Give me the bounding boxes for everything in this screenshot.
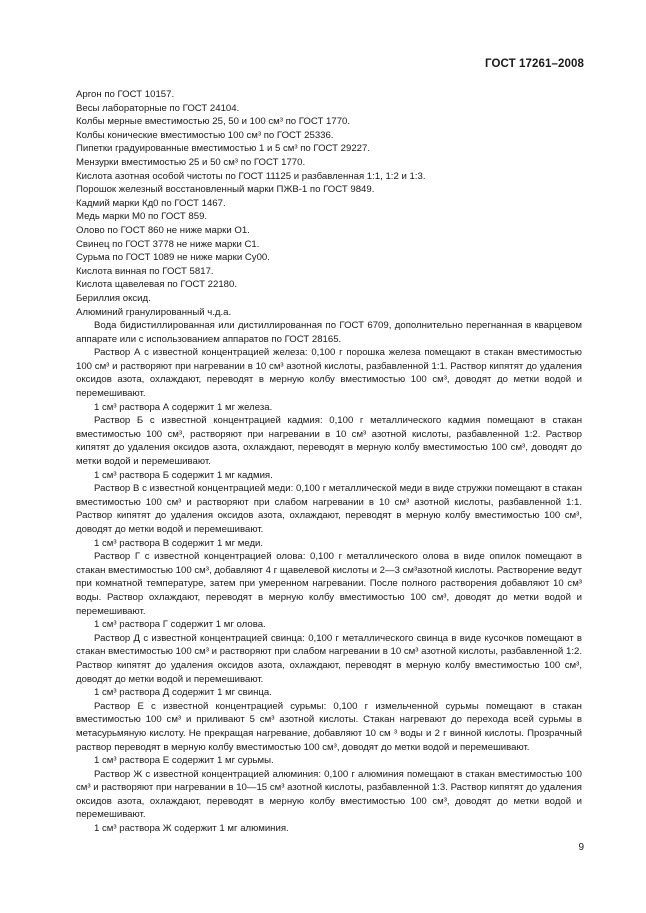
list-item: Олово по ГОСТ 860 не ниже марки О1. <box>76 224 250 236</box>
note-solution-g: 1 см³ раствора Г содержит 1 мг олова. <box>94 619 266 631</box>
list-item: Мензурки вместимостью 25 и 50 см³ по ГОСТ 1770. <box>76 156 306 168</box>
note-solution-v: 1 см³ раствора В содержит 1 мг меди. <box>94 537 264 549</box>
list-item: Пипетки градуированные вместимостью 1 и 5 см³ по ГОСТ 29227. <box>76 143 371 155</box>
list-item: Весы лабораторные по ГОСТ 24104. <box>76 102 240 114</box>
paragraph-water: Вода бидистиллированная или дистиллированная по ГОСТ 6709, дополнительно перегнанная в кварцевом аппарате или с использованием аппаратов по ГОСТ 28165. <box>76 320 582 345</box>
list-item: Колбы мерные вместимостью 25, 50 и 100 см³ по ГОСТ 1770. <box>76 116 351 128</box>
list-item: Свинец по ГОСТ 3778 не ниже марки С1. <box>76 238 260 250</box>
list-item: Алюминий гранулированный ч.д.а. <box>76 306 232 318</box>
procedure-text <box>76 319 582 836</box>
list-item: Колбы конические вместимостью 100 см³ по ГОСТ 25336. <box>76 129 334 141</box>
paragraph-solution-zh: Раствор Ж с известной концентрацией алюминия: 0,100 г алюминия помещают в стакан вместимостью 100 см³ и растворяют при нагревании в 10—15 см³ азотной кислоты, разбавленной 1:3. Раствор кипятят до удаления оксидов азота, охлаждают, переводят в мерную колбу вместимостью 100 см³, доводят до метки водой и перемешивают. <box>76 768 582 821</box>
equipment-list <box>76 88 582 319</box>
paragraph-solution-a: Раствор А с известной концентрацией железа: 0,100 г порошка железа помещают в стакан вместимостью 100 см³ и растворяют при нагревании в 10 см³ азотной кислоты, разбавленной 1:1. Раствор кипятят до удаления оксидов азота, охлаждают, переводят в мерную колбу вместимостью 100 см³, доводят до метки водой и перемешивают. <box>76 347 582 400</box>
note-solution-a: 1 см³ раствора А содержит 1 мг железа. <box>94 401 273 413</box>
list-item: Кадмий марки Кд0 по ГОСТ 1467. <box>76 197 226 209</box>
list-item: Кислота щавелевая по ГОСТ 22180. <box>76 279 238 291</box>
note-solution-zh: 1 см³ раствора Ж содержит 1 мг алюминия. <box>94 823 289 835</box>
note-solution-b: 1 см³ раствора Б содержит 1 мг кадмия. <box>94 469 273 481</box>
paragraph-solution-b: Раствор Б с известной концентрацией кадмия: 0,100 г металлического кадмия помещают в стакан вместимостью 100 см³, растворяют при нагревании в 10 см³ азотной кислоты, разбавленной 1:2. Раствор кипятят до удаления оксидов азота, охлаждают, переводят в мерную колбу вместимостью 100 см³, доводят до метки водой и перемешивают. <box>76 415 582 468</box>
list-item: Сурьма по ГОСТ 1089 не ниже марки Су00. <box>76 252 270 264</box>
list-item: Кислота винная по ГОСТ 5817. <box>76 265 214 277</box>
page-number: 9 <box>578 842 584 853</box>
list-item: Кислота азотная особой чистоты по ГОСТ 11125 и разбавленная 1:1, 1:2 и 1:3. <box>76 170 426 182</box>
paragraph-solution-g: Раствор Г с известной концентрацией олова: 0,100 г металлического олова в виде опилок помещают в стакан вместимостью 100 см³, добавляют 4 г щавелевой кислоты и 2—3 см³азотной кислоты. Растворение ведут при комнатной температуре, затем при умеренном нагревании. После полного растворения добавляют 10 см³ воды. Раствор охлаждают, переводят в мерную колбу вместимостью 100 см³, доводят до метки водой и перемешивают. <box>76 551 582 617</box>
paragraph-solution-e: Раствор Е с известной концентрацией сурьмы: 0,100 г измельченной сурьмы помещают в стакан вместимостью 100 см³ и приливают 5 см³ азотной кислоты. Стакан нагревают до перехода всей сурьмы в метасурьмяную кислоту. Не прекращая нагревание, добавляют 10 см ³ воды и 2 г винной кислоты. Прозрачный раствор переводят в мерную колбу вместимостью 100 см³, доводят до метки водой и перемешивают. <box>76 700 582 753</box>
document-code-header: ГОСТ 17261–2008 <box>484 58 584 70</box>
list-item: Аргон по ГОСТ 10157. <box>76 89 175 100</box>
paragraph-solution-d: Раствор Д с известной концентрацией свинца: 0,100 г металлического свинца в виде кусочков помещают в стакан вместимостью 100 см³ и растворяют при слабом нагревании в 10 см³ азотной кислоты, разбавленной 1:2. Раствор кипятят до удаления оксидов азота, охлаждают, переводят в мерную колбу вместимостью 100 см³, доводят до метки водой и перемешивают. <box>76 632 582 685</box>
page-body <box>76 88 582 836</box>
list-item: Бериллия оксид. <box>76 292 151 304</box>
paragraph-solution-v: Раствор В с известной концентрацией меди: 0,100 г металлической меди в виде стружки помещают в стакан вместимостью 100 см³ и растворяют при слабом нагревании в 10 см³ азотной кислоты, разбавленной 1:1. Раствор кипятят до удаления оксидов азота, охлаждают, переводят в мерную колбу вместимостью 100 см³, доводят до метки водой и перемешивают. <box>76 483 582 535</box>
list-item: Медь марки М0 по ГОСТ 859. <box>76 211 208 223</box>
list-item: Порошок железный восстановленный марки ПЖВ-1 по ГОСТ 9849. <box>76 184 375 196</box>
note-solution-d: 1 см³ раствора Д содержит 1 мг свинца. <box>94 687 272 699</box>
note-solution-e: 1 см³ раствора Е содержит 1 мг сурьмы. <box>94 755 274 767</box>
